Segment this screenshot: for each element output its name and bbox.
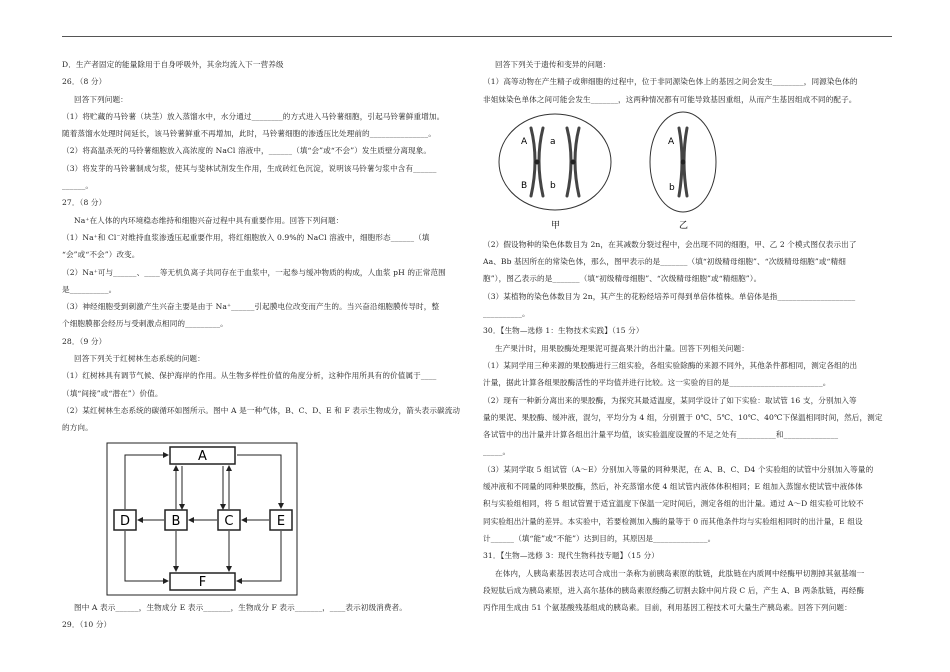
- text-line: （3）某同学取 5 组试管（A～E）分别加入等量的同种果泥，在 A、B、C、D4 个实验组的试管中分别加入等量的: [483, 464, 874, 474]
- chromosome-figure: [483, 110, 897, 234]
- label-f: F: [198, 574, 207, 590]
- text-line: 个细胞膜都会经历与受刺激点相同的_________。: [62, 319, 228, 329]
- chromosome-svg: [483, 110, 897, 234]
- gene-b-lower: b: [550, 180, 556, 191]
- left-column: [62, 56, 472, 633]
- text-line: 缓冲液和不同量的同种果胶酶，然后，补充蒸馏水使 4 组试管内液体体积相同；E 组加入蒸馏水使试管中液体体: [483, 482, 863, 492]
- text-line: 是__________。: [62, 284, 117, 294]
- text-line: （1）某同学用三种来源的果胶酶进行三组实验，各组实验除酶的来源不同外，其他条件都相同，测定各组的出: [483, 360, 858, 370]
- text-line: 积与实验组相同，将 5 组试管置于适宜温度下保温一定时间后，测定各组的出汁量。通过 A～D 组实验可比较不: [483, 499, 864, 509]
- text-line: 胞”），图乙表示的是_______（填“初级精母细胞”、“次级精母细胞”或“精细胞”）。: [483, 274, 762, 284]
- label-b: B: [171, 513, 181, 529]
- label-e: E: [276, 513, 286, 529]
- text-line: 非姐妹染色单体之间可能会发生_______，这两种情况都有可能导致基因重组，从而产生基因组成不同的配子。: [483, 94, 857, 104]
- cell-jia: [499, 114, 611, 210]
- text-line: _____。: [483, 447, 511, 457]
- text-line: 同实验组出汁量的差异。本实验中，若要检测加入酶的量等于 0 而其他条件均与实验组相同时的出汁量，E 组设: [483, 516, 863, 526]
- right-column: [483, 56, 897, 616]
- question-number: 28．（9 分）: [62, 336, 107, 346]
- text-line: 回答下列关于红树林生态系统的问题：: [74, 354, 205, 364]
- label-a: A: [198, 448, 207, 464]
- text-line: （3）某植物的染色体数目为 2n，其产生的花粉经培养可得到单倍体植株。单倍体是指____________________: [483, 291, 856, 301]
- carbon-cycle-diagram: [62, 439, 472, 599]
- text-line: Aa、Bb 基因所在的常染色体，那么，图甲表示的是_______（填“初级精母细胞”、“次级精母细胞”或“精细: [483, 257, 846, 267]
- text-line: 的方向。: [62, 423, 93, 433]
- text-line: 回答下列问题：: [74, 94, 128, 104]
- text-line: 在体内，人胰岛素基因表达可合成出一条称为前胰岛素原的肽链，此肽链在内质网中经酶甲切割掉其氨基端一: [495, 568, 865, 578]
- text-line: __________。: [483, 309, 530, 319]
- question-number: 26．（8 分）: [62, 77, 107, 87]
- text-line: （2）将高温杀死的马铃薯细胞放入高浓度的 NaCl 溶液中，______（填“会”或“不会”）发生质壁分离现象。: [62, 146, 432, 156]
- text-line: （1）Na⁺和 Cl⁻对维持血浆渗透压起重要作用，将红细胞放入 0.9%的 NaCl 溶液中，细胞形态______（填: [62, 232, 430, 242]
- text-line: 量的果泥、果胶酶、缓冲液，混匀，平均分为 4 组，分别置于 0℃、5℃、10℃、40℃下保温相同时间，然后，测定: [483, 412, 883, 422]
- text-line: 随着蒸馏水处理时间延长，该马铃薯鲜重不再增加，此时，马铃薯细胞的渗透压比处理前的_______________。: [62, 129, 436, 139]
- gene-b-yi: b: [669, 182, 675, 193]
- text-line: （2）Na⁺可与______、____等无机负离子共同存在于血浆中，一起参与缓冲物质的构成，人血浆 pH 的正常范围: [62, 267, 446, 277]
- text-line: （1）将贮藏的马铃薯（块茎）放入蒸馏水中，水分通过________的方式进入马铃薯细胞，引起马铃薯鲜重增加。: [62, 111, 445, 121]
- question-number: 30．【生物—选修 1：生物技术实践】（15 分）: [483, 326, 644, 336]
- text-line: 回答下列关于遗传和变异的问题：: [495, 60, 611, 69]
- text-line: （2）现有一种新分离出来的果胶酶，为探究其最适温度，某同学设计了如下实验：取试管 16 支，分别加入等: [483, 395, 857, 405]
- text-line: 丙作用生成由 51 个氨基酸残基组成的胰岛素。目前，利用基因工程技术可大量生产胰岛素。回答下列问题：: [483, 603, 852, 613]
- text-line: （1）红树林具有调节气候、保护海岸的作用。从生物多样性价值的角度分析，这种作用所具有的价值属于____: [62, 371, 437, 381]
- question-number: 27．（8 分）: [62, 198, 107, 208]
- text-line: 图中 A 表示______，生物成分 E 表示_______，生物成分 F 表示_______，____表示初级消费者。: [74, 602, 407, 612]
- label-yi: 乙: [679, 220, 689, 231]
- text-line: 汁量，据此计算各组果胶酶活性的平均值并进行比较。这一实验的目的是________________________。: [483, 378, 831, 388]
- text-line: （1）高等动物在产生精子或卵细胞的过程中，位于非同源染色体上的基因之间会发生________，同源染色体的: [483, 77, 858, 87]
- text-line: （3）神经细胞受到刺激产生兴奋主要是由于 Na⁺______引起膜电位改变而产生的。当兴奋沿细胞膜传导时，整: [62, 302, 440, 312]
- text-line: （3）将发芽的马铃薯制成匀浆，使其与斐林试剂发生作用，生成砖红色沉淀，说明该马铃薯匀浆中含有______: [62, 163, 437, 173]
- label-c: C: [224, 513, 234, 529]
- question-number: 29．（10 分）: [62, 619, 112, 629]
- text-line: （2）假设物种的染色体数目为 2n，在其减数分裂过程中，会出现不同的细胞，甲、乙 2 个模式图仅表示出了: [483, 239, 857, 249]
- text-line: （2）某红树林生态系统的碳循环如图所示。图中 A 是一种气体，B、C、D、E 和 F 表示生物成分，箭头表示碳流动: [62, 405, 461, 415]
- text-line: “会”或“不会”）改变。: [62, 250, 140, 260]
- text-line: 生产果汁时，用果胶酶处理果泥可提高果汁的出汁量。回答下列相关问题：: [495, 343, 749, 353]
- carbon-cycle-svg: [62, 439, 472, 599]
- label-jia: 甲: [551, 220, 561, 231]
- gene-b-upper: B: [521, 180, 528, 191]
- header-rule: [62, 36, 892, 37]
- text-line: Na⁺在人体的内环境稳态维持和细胞兴奋过程中具有重要作用。回答下列问题：: [74, 215, 344, 225]
- gene-a-upper: A: [521, 136, 528, 147]
- text-line: ______。: [62, 181, 94, 191]
- question-number: 31．【生物—选修 3：现代生物科技专题】（15 分）: [483, 551, 659, 561]
- gene-a-lower: a: [550, 136, 556, 147]
- text-line: 段短肽后成为胰岛素原，进入高尔基体的胰岛素原经酶乙切割去除中间片段 C 后，产生 A、B 两条肽链，再经酶: [483, 585, 865, 595]
- text-line: （填“间接”或“潜在”）价值。: [62, 388, 163, 398]
- gene-a-yi: A: [668, 136, 675, 147]
- text-line: D．生产者固定的能量除用于自身呼吸外，其余均流入下一营养级: [62, 60, 284, 69]
- text-line: 计______（填“能”或“不能”）达到目的，其原因是______________。: [483, 533, 716, 543]
- text-line: 各试管中的出汁量并计算各组出汁量平均值，该实验温度设置的不足之处有__________和______________: [483, 430, 839, 440]
- label-d: D: [119, 513, 131, 529]
